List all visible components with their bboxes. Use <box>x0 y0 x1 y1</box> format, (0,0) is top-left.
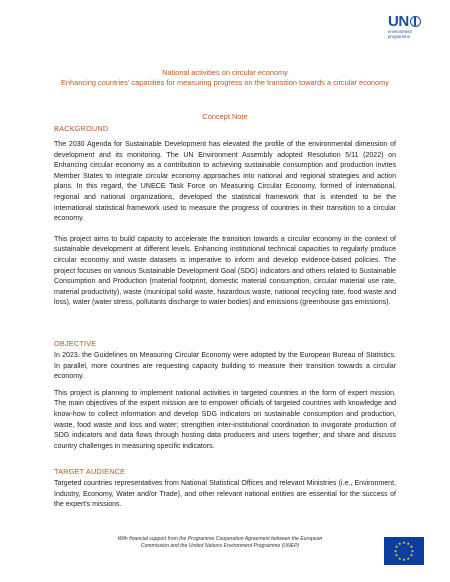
eu-star-icon: ★ <box>394 552 399 558</box>
unep-logo-mark <box>388 14 428 29</box>
eu-star-icon: ★ <box>409 552 414 558</box>
audience-section <box>54 467 396 511</box>
logo-text: UN <box>388 13 409 30</box>
eu-star-icon: ★ <box>406 555 411 561</box>
eu-flag-stars <box>384 537 424 565</box>
audience-paragraph: Targeted countries representatives from National Statistical Offices and relevant Ministries (i.e., Environment, Industry, Economy, Water and/or Trade), and other relevant national entities are essential for the success of the expert's missions. <box>54 480 396 509</box>
unep-logo <box>388 14 428 40</box>
objective-section <box>54 339 396 452</box>
funding-note-line-1: With financial support from the Programme Cooperation Agreement between the European <box>117 536 323 542</box>
funding-note-line-2: Commission and the United Nations Environment Programme (UNEP) <box>140 543 300 549</box>
document-title: National activities on circular economy <box>162 68 288 77</box>
document-header <box>40 68 410 88</box>
eu-star-icon: ★ <box>397 555 402 561</box>
eu-star-icon: ★ <box>402 539 406 545</box>
eu-star-icon: ★ <box>397 541 402 547</box>
document-type: Concept Note <box>202 112 248 121</box>
logo-subtitle: environment programme <box>388 29 412 39</box>
eu-star-icon: ★ <box>406 541 411 547</box>
objective-paragraph-2: This project is planning to implement national activities in targeted countries in the form of expert mission. The main objectives of the expert mission are to empower officials of targeted countries with knowledge and know-how to collect information and develop SDG indicators on sustainable consumption and production, waste, food waste and loss and water; strengthen inter-institutional coordination to invigorate production of SDG indicators and data flows through hosting data producers and users together; and share and discuss country challenges in measuring specific indicators. <box>54 389 396 450</box>
eu-flag-icon <box>384 537 424 565</box>
globe-icon <box>410 16 421 27</box>
eu-star-icon: ★ <box>409 544 414 550</box>
objective-heading: OBJECTIVE <box>54 339 97 348</box>
funding-note <box>70 536 370 550</box>
eu-star-icon: ★ <box>410 548 415 554</box>
audience-heading: TARGET AUDIENCE <box>54 467 126 476</box>
objective-paragraph-1: In 2023, the Guidelines on Measuring Circular Economy were adopted by the European Bureau of Statistics. In parallel, more countries are requesting capacity building to measure their transition towards a circular economy. <box>54 352 396 381</box>
eu-star-icon: ★ <box>393 548 398 554</box>
background-heading: BACKGROUND <box>54 124 109 133</box>
eu-star-icon: ★ <box>402 556 406 562</box>
background-section <box>54 124 396 309</box>
eu-star-icon: ★ <box>394 544 399 550</box>
background-paragraph-1: The 2030 Agenda for Sustainable Development has elevated the profile of the environmental dimension of development and its monitoring. The UN Environment Assembly adopted Resolution 5/11 (2022) on Enhancing circular economy as a contribution to achieving sustainable consumption and production invites Member States to integrate circular economy approaches into national and regional strategies and action plans. In this regard, the UNECE Task Force on Measuring Circular Economy, formed of international, regional and national organizations, developed the statistical framework that is intended to be the international statistical framework used to measure the progress of countries in their transition to a circular economy. <box>54 141 396 223</box>
document-subtitle: Enhancing countries' capacities for measuring progress on the transition towards a circular economy <box>61 78 389 87</box>
background-paragraph-2: This project aims to build capacity to accelerate the transition towards a circular economy in the context of sustainable development at different levels. Enhancing institutional technical capacities to regularly produce circular economy and waste datasets is imperative to inform and develop evidence-based policies. The project focuses on various Sustainable Development Goal (SDG) indicators and others related to Sustainable Consumption and Production (material footprint, domestic material consumption, circular material use rate, material productivity), waste (municipal solid waste, hazardous waste, national recycling rate, food waste and loss), water (water stress, pollutants discharge to water bodies) and emissions (greenhouse gas emissions). <box>54 235 396 307</box>
